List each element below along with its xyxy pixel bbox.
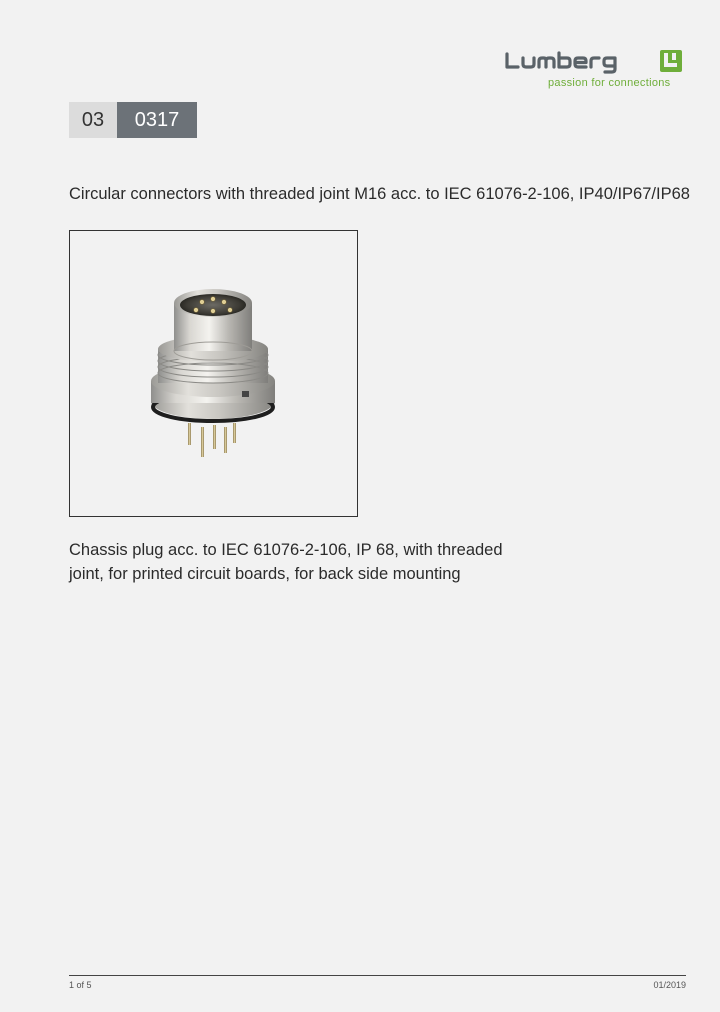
series-code-block [69,102,197,138]
product-description: Chassis plug acc. to IEC 61076-2-106, IP 68, with threaded joint, for printed circuit boards, for back side mounting [69,541,503,583]
document-date: 01/2019 [653,980,686,990]
product-image-frame [69,230,358,517]
chapter-code: 03 [69,102,117,138]
brand-logo [504,48,690,90]
circular-connector-photo [70,231,357,516]
page-number: 1 of 5 [69,980,92,990]
brand-tagline: passion for connections [548,77,671,89]
series-code: 0317 [117,102,197,138]
pcb-pins [188,423,236,457]
footer-divider [69,975,686,976]
series-title: Circular connectors with threaded joint M16 acc. to IEC 61076-2-106, IP40/IP67/IP68 [69,185,690,203]
lumberg-wordmark [504,48,654,76]
lumberg-mark-icon [660,50,682,72]
